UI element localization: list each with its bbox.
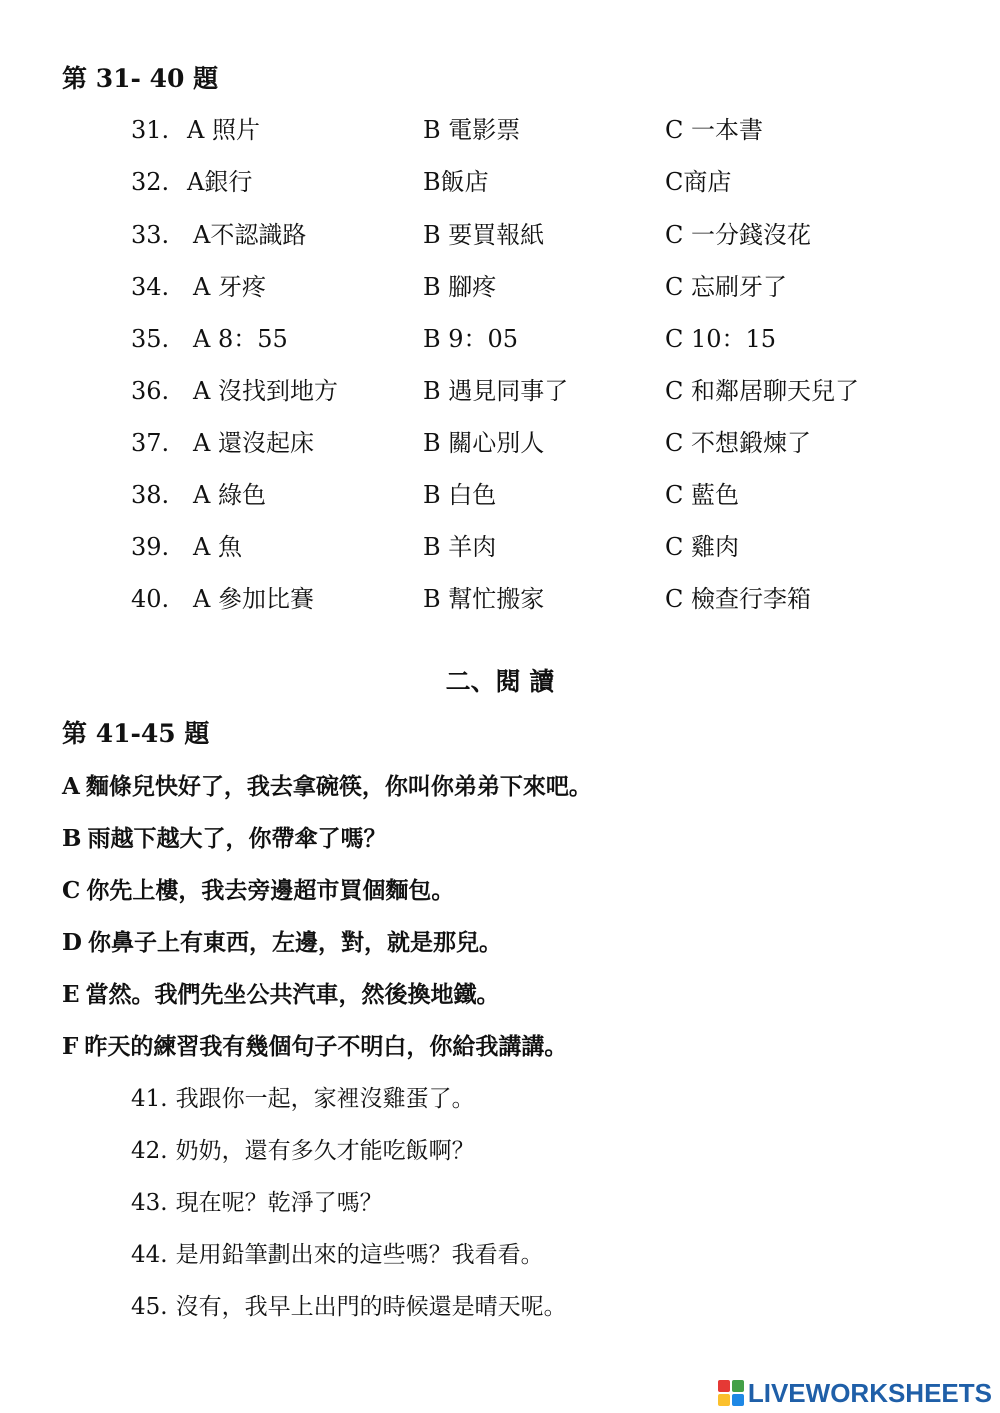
question-number: 34. (131, 273, 170, 301)
option-a: A銀行 (187, 168, 253, 196)
watermark-text: LIVEWORKSHEETS (747, 1377, 992, 1408)
question-row-39 (0, 530, 1000, 564)
question-number: 39. (131, 533, 170, 561)
statement-text: 你先上樓，我去旁邊超市買個麵包。 (86, 877, 455, 904)
statement-d (62, 927, 502, 959)
liveworksheets-watermark (718, 1376, 992, 1410)
option-b: B 白色 (423, 481, 497, 509)
liveworksheets-logo-icon (718, 1380, 744, 1406)
statement-text: 昨天的練習我有幾個句子不明白，你給我講講。 (84, 1033, 568, 1060)
option-a: A 還沒起床 (193, 429, 314, 457)
question-row-32 (0, 165, 1000, 199)
question-number: 41. (131, 1086, 168, 1112)
question-row-33 (0, 218, 1000, 252)
question-row-37 (0, 426, 1000, 460)
statement-text: 你鼻子上有東西，左邊，對，就是那兒。 (87, 929, 502, 956)
option-c: C 不想鍛煉了 (665, 429, 811, 457)
option-b: B飯店 (423, 168, 489, 196)
question-number: 35. (131, 325, 170, 353)
statement-letter: F (62, 1033, 79, 1060)
question-45 (131, 1291, 567, 1323)
question-number: 32. (131, 168, 170, 196)
statement-e (62, 979, 500, 1011)
option-a: A 魚 (193, 533, 242, 561)
question-number: 42. (131, 1138, 168, 1164)
option-b: B 幫忙搬家 (423, 585, 545, 613)
statement-letter: D (62, 929, 82, 956)
question-text: 我跟你一起，家裡沒雞蛋了。 (175, 1086, 475, 1112)
question-row-38 (0, 478, 1000, 512)
question-text: 沒有，我早上出門的時候還是晴天呢。 (175, 1294, 567, 1320)
option-b: B 腳疼 (423, 273, 497, 301)
option-c: C商店 (665, 168, 732, 196)
question-text: 現在呢？乾淨了嗎？ (175, 1190, 383, 1216)
question-42 (131, 1135, 475, 1167)
statement-a (62, 771, 592, 803)
option-a: A 綠色 (193, 481, 266, 509)
part2-heading: 第 41-45 題 (62, 719, 210, 748)
question-row-35 (0, 322, 1000, 356)
option-c: C 10：15 (665, 325, 777, 353)
option-c: C 雞肉 (665, 533, 739, 561)
statement-f (62, 1031, 567, 1063)
question-number: 36. (131, 377, 170, 405)
option-c: C 一分錢沒花 (665, 221, 811, 249)
question-row-31 (0, 113, 1000, 147)
question-number: 43. (131, 1190, 168, 1216)
question-44 (131, 1239, 544, 1271)
question-number: 44. (131, 1242, 168, 1268)
option-a: A 8：55 (193, 325, 288, 353)
question-text: 是用鉛筆劃出來的這些嗎？我看看。 (175, 1242, 544, 1268)
option-c: C 一本書 (665, 116, 763, 144)
statement-letter: E (62, 981, 80, 1008)
option-c: C 藍色 (665, 481, 739, 509)
question-number: 40. (131, 585, 170, 613)
option-b: B 遇見同事了 (423, 377, 569, 405)
section-title: 二、閱 讀 (445, 667, 555, 696)
option-a: A不認識路 (193, 221, 307, 249)
statement-c (62, 875, 454, 907)
statement-text: 雨越下越大了，你帶傘了嗎？ (87, 825, 387, 852)
statement-text: 當然。我們先坐公共汽車，然後換地鐵。 (85, 981, 500, 1008)
option-a: A 牙疼 (193, 273, 266, 301)
option-c: C 忘刷牙了 (665, 273, 787, 301)
question-number: 45. (131, 1294, 168, 1320)
statement-letter: B (62, 825, 82, 852)
option-b: B 電影票 (423, 116, 521, 144)
statement-letter: A (62, 773, 80, 800)
option-b: B 要買報紙 (423, 221, 545, 249)
option-b: B 9：05 (423, 325, 519, 353)
question-text: 奶奶，還有多久才能吃飯啊？ (175, 1138, 475, 1164)
part1-heading: 第 31- 40 題 (62, 64, 219, 93)
question-number: 37. (131, 429, 170, 457)
option-a: A 照片 (187, 116, 260, 144)
option-b: B 羊肉 (423, 533, 497, 561)
logo-square-icon (732, 1380, 744, 1392)
option-b: B 關心別人 (423, 429, 545, 457)
question-row-40 (0, 582, 1000, 616)
question-row-36 (0, 374, 1000, 408)
question-number: 33. (131, 221, 170, 249)
statement-letter: C (62, 877, 81, 904)
statement-b (62, 823, 386, 855)
question-43 (131, 1187, 383, 1219)
question-number: 31. (131, 116, 170, 144)
logo-square-icon (718, 1394, 730, 1406)
option-a: A 參加比賽 (193, 585, 314, 613)
question-number: 38. (131, 481, 170, 509)
question-row-34 (0, 270, 1000, 304)
option-a: A 沒找到地方 (193, 377, 338, 405)
statement-text: 麵條兒快好了，我去拿碗筷，你叫你弟弟下來吧。 (85, 773, 592, 800)
logo-square-icon (732, 1394, 744, 1406)
logo-square-icon (718, 1380, 730, 1392)
question-41 (131, 1083, 475, 1115)
option-c: C 檢查行李箱 (665, 585, 811, 613)
option-c: C 和鄰居聊天兒了 (665, 377, 859, 405)
